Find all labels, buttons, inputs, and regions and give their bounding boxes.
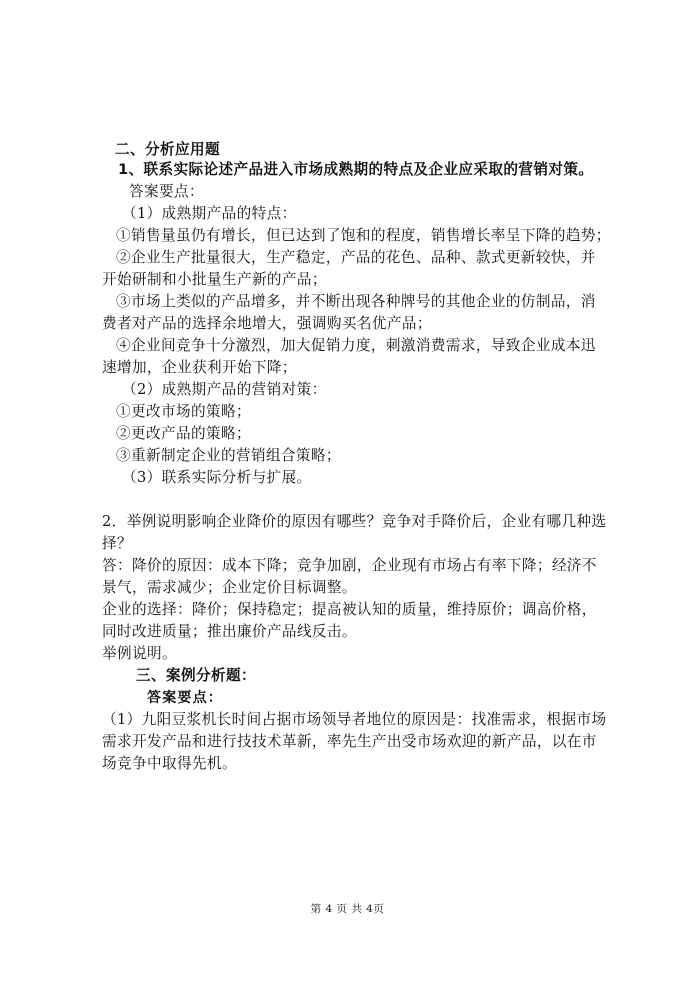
answer-line: （1）成熟期产品的特点： [122,205,297,222]
question-2-line: 同时改进质量；推出廉价产品线反击。 [102,623,357,640]
case-answer-line: 场竞争中取得先机。 [102,755,237,772]
case-answer-line: （1）九阳豆浆机长时间占据市场领导者地位的原因是：找准需求，根据市场 [102,711,607,728]
answer-line: （2）成熟期产品的营销对策： [122,381,327,398]
question-2-line: 企业的选择：降价；保持稳定；提高被认知的质量，维持原价；调高价格， [102,601,597,618]
question-2-line: 答：降价的原因：成本下降；竞争加剧，企业现有市场占有率下降；经济不 [102,557,597,574]
answer-line: ①销售量虽仍有增长，但已达到了饱和的程度，销售增长率呈下降的趋势； [116,227,611,244]
answer-line: （3）联系实际分析与扩展。 [122,469,312,486]
answer-line: ③重新制定企业的营销组合策略； [116,447,341,464]
case-answer-points-label: 答案要点： [147,690,223,706]
answer-line: ②更改产品的策略； [116,425,251,442]
question-2-line: 择？ [102,535,132,552]
section-heading-case: 三、案例分析题： [136,667,256,684]
answer-line: 开始研制和小批量生产新的产品； [102,271,327,288]
answer-line: ②企业生产批量很大，生产稳定，产品的花色、品种、款式更新较快，并 [116,249,596,266]
question-1-title: 1、联系实际论述产品进入市场成熟期的特点及企业应采取的营销对策。 [118,161,594,178]
answer-line: 速增加，企业获利开始下降； [102,359,297,376]
question-2-line: 2．举例说明影响企业降价的原因有哪些？竞争对手降价后，企业有哪几种选 [102,513,607,530]
answer-line: ③市场上类似的产品增多，并不断出现各种牌号的其他企业的仿制品，消 [116,293,596,310]
page-number-footer: 第 4 页 共 4页 [310,903,385,915]
answer-line: 费者对产品的选择余地增大，强调购买名优产品； [102,315,432,332]
question-2-line: 举例说明。 [102,645,177,662]
answer-points-label: 答案要点： [129,183,204,200]
question-2-line: 景气，需求减少；企业定价目标调整。 [102,579,357,596]
answer-line: ①更改市场的策略； [116,403,251,420]
case-answer-line: 需求开发产品和进行技技术革新，率先生产出受市场欢迎的新产品，以在市 [102,733,597,750]
section-heading-analysis: 二、分析应用题 [115,141,220,158]
answer-line: ④企业间竞争十分激烈，加大促销力度，刺激消费需求，导致企业成本迅 [116,337,596,354]
